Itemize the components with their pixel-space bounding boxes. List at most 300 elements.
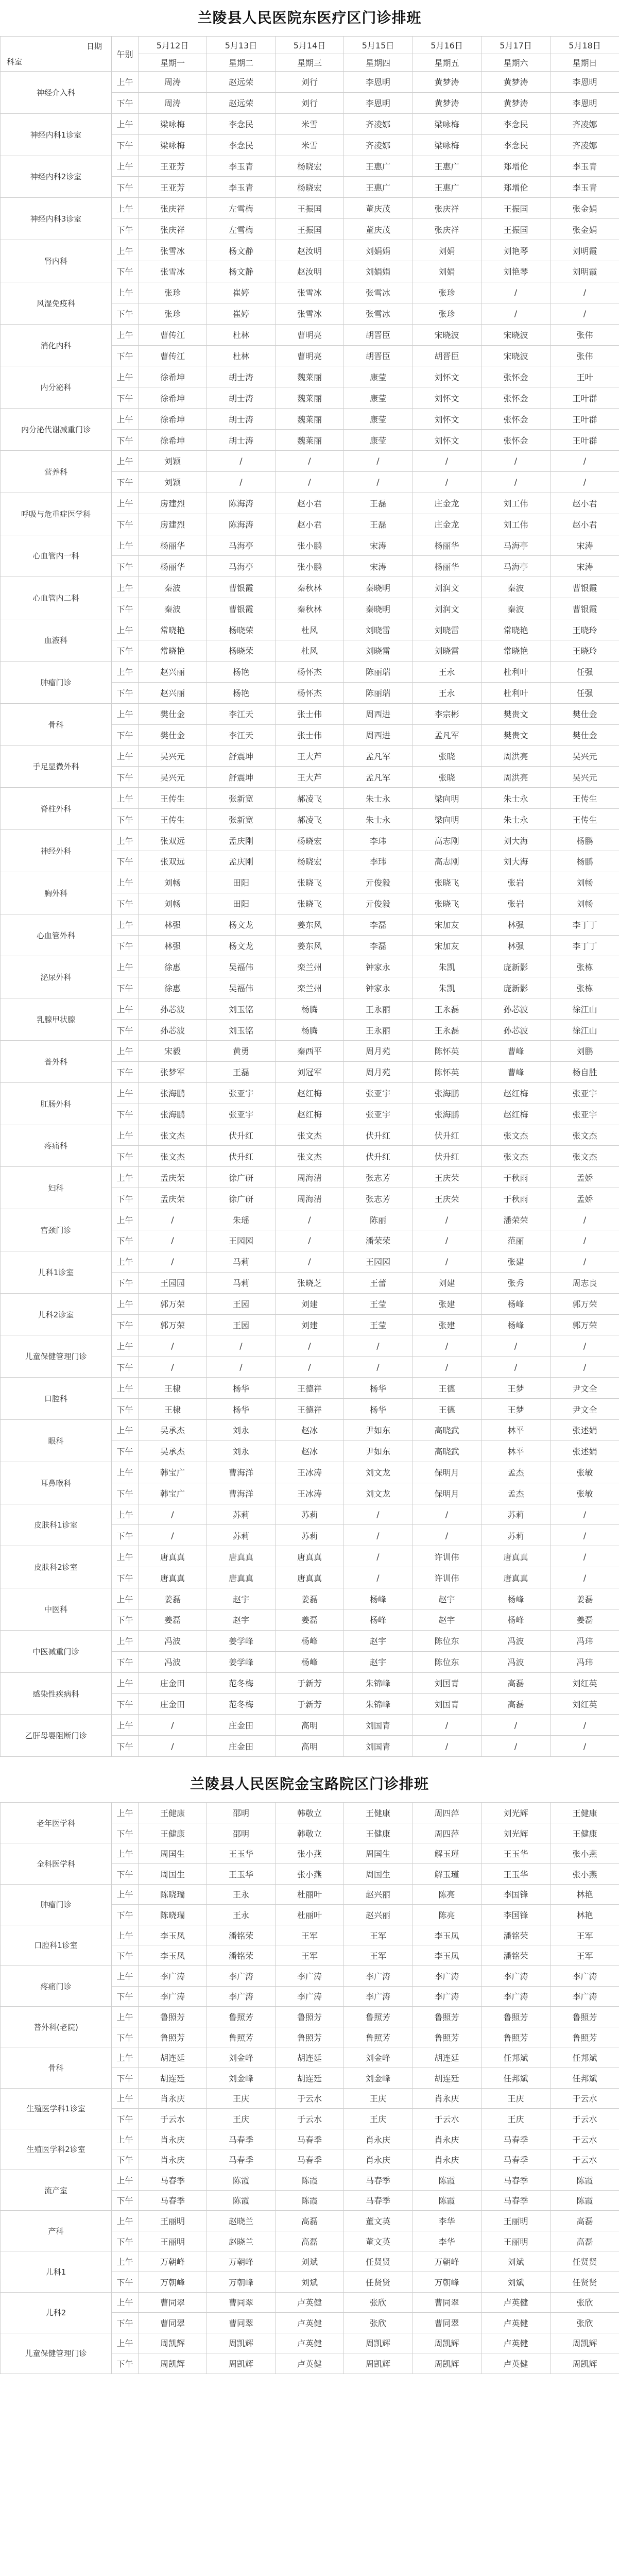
doctor-cell: 张雪冰 <box>344 282 412 303</box>
doctor-cell: 王军 <box>276 1925 344 1945</box>
doctor-cell: 鲁照芳 <box>412 2007 482 2027</box>
doctor-cell: 杨鹏 <box>551 830 619 851</box>
doctor-cell: 周涛 <box>139 92 207 113</box>
table-row <box>1 2333 619 2353</box>
doctor-cell: 钟家永 <box>344 977 412 998</box>
doctor-cell: 卢英健 <box>276 2292 344 2313</box>
doctor-cell: 唐真真 <box>276 1567 344 1588</box>
doctor-cell: 任邦斌 <box>482 2067 551 2088</box>
doctor-cell: 王德祥 <box>276 1399 344 1420</box>
table-row <box>1 282 619 303</box>
doctor-cell: 鲁照芳 <box>482 2007 551 2027</box>
period-cell: 下午 <box>112 92 139 113</box>
doctor-cell: 徐希坤 <box>139 409 207 430</box>
table-row <box>1 1040 619 1061</box>
doctor-cell: 胡连廷 <box>276 2047 344 2068</box>
doctor-cell: 冯玮 <box>551 1651 619 1672</box>
doctor-cell: 胡士涛 <box>207 366 276 387</box>
table-row <box>1 1504 619 1525</box>
doctor-cell: 王军 <box>344 1925 412 1945</box>
doctor-cell: 赵兴丽 <box>139 682 207 703</box>
doctor-cell: 姜磊 <box>139 1609 207 1631</box>
doctor-cell: 刘金峰 <box>344 2067 412 2088</box>
doctor-cell: 任贤贤 <box>344 2272 412 2292</box>
period-cell: 下午 <box>112 809 139 830</box>
doctor-cell: 唐真真 <box>482 1567 551 1588</box>
doctor-cell: 张双远 <box>139 851 207 872</box>
department-name: 神经内科2诊室 <box>1 156 112 198</box>
doctor-cell: 刘国青 <box>344 1736 412 1757</box>
table-row <box>1 1378 619 1399</box>
table-row <box>1 1462 619 1483</box>
doctor-cell: 周凯辉 <box>139 2353 207 2374</box>
doctor-cell: 曹同翠 <box>207 2292 276 2313</box>
doctor-cell: 张新宽 <box>207 788 276 809</box>
doctor-cell: 王园园 <box>139 1272 207 1293</box>
table-row <box>1 2170 619 2190</box>
doctor-cell: 黄梦涛 <box>482 92 551 113</box>
doctor-cell: 朱瑶 <box>207 1209 276 1230</box>
doctor-cell: 王庆荣 <box>412 1188 482 1209</box>
doctor-cell: 张怀金 <box>482 430 551 451</box>
doctor-cell: / <box>551 1209 619 1230</box>
doctor-cell: 胡晋臣 <box>344 345 412 366</box>
period-cell: 下午 <box>112 1525 139 1546</box>
doctor-cell: 胡晋臣 <box>412 345 482 366</box>
doctor-cell: 孟杰 <box>482 1483 551 1504</box>
doctor-cell: 张文杰 <box>276 1125 344 1146</box>
doctor-cell: 王丽明 <box>139 2211 207 2231</box>
doctor-cell: 刘国青 <box>412 1693 482 1715</box>
doctor-cell: 王园 <box>207 1314 276 1335</box>
doctor-cell: 张亚宇 <box>207 1104 276 1125</box>
doctor-cell: 林平 <box>482 1420 551 1441</box>
doctor-cell: 刘鹏 <box>551 1040 619 1061</box>
doctor-cell: 张海鹏 <box>412 1104 482 1125</box>
doctor-cell: / <box>482 1736 551 1757</box>
department-name: 儿科1 <box>1 2251 112 2292</box>
doctor-cell: 杨文龙 <box>207 935 276 956</box>
doctor-cell: 曹银霞 <box>551 598 619 619</box>
doctor-cell: 姜东风 <box>276 914 344 935</box>
doctor-cell: 王健康 <box>344 1803 412 1823</box>
period-cell: 下午 <box>112 682 139 703</box>
doctor-cell: 董文英 <box>344 2231 412 2251</box>
doctor-cell: 杨峰 <box>344 1609 412 1631</box>
doctor-cell: / <box>412 1736 482 1757</box>
doctor-cell: 马春季 <box>139 2190 207 2211</box>
doctor-cell: 郑增伦 <box>482 177 551 198</box>
department-name: 儿科2 <box>1 2292 112 2333</box>
period-cell: 下午 <box>112 1823 139 1843</box>
doctor-cell: 魏莱丽 <box>276 366 344 387</box>
table-row <box>1 113 619 134</box>
doctor-cell: 范冬梅 <box>207 1693 276 1715</box>
doctor-cell: 刘艳琴 <box>482 261 551 282</box>
doctor-cell: 张欣 <box>344 2292 412 2313</box>
doctor-cell: 林平 <box>482 1440 551 1462</box>
doctor-cell: / <box>139 1736 207 1757</box>
doctor-cell: / <box>139 1209 207 1230</box>
doctor-cell: 刘行 <box>276 72 344 93</box>
period-cell: 上午 <box>112 451 139 472</box>
doctor-cell: 刘金峰 <box>207 2067 276 2088</box>
weekday-header: 星期六 <box>482 54 551 72</box>
doctor-cell: 庞新影 <box>482 977 551 998</box>
table-row <box>1 1251 619 1272</box>
table-row <box>1 2047 619 2068</box>
doctor-cell: 刘艳琴 <box>482 240 551 261</box>
doctor-cell: 吴承杰 <box>139 1420 207 1441</box>
doctor-cell: 鲁照芳 <box>207 2027 276 2047</box>
doctor-cell: 万朝峰 <box>412 2272 482 2292</box>
doctor-cell: 王振国 <box>276 219 344 240</box>
period-cell: 下午 <box>112 219 139 240</box>
doctor-cell: 刘建 <box>276 1293 344 1314</box>
doctor-cell: 杜丽叶 <box>276 1884 344 1905</box>
doctor-cell: 张文杰 <box>551 1146 619 1167</box>
doctor-cell: 张小燕 <box>551 1864 619 1885</box>
doctor-cell: 万朝峰 <box>207 2272 276 2292</box>
period-cell: 上午 <box>112 2292 139 2313</box>
doctor-cell: 高晓武 <box>412 1420 482 1441</box>
doctor-cell: 王军 <box>276 1945 344 1966</box>
doctor-cell: 鲁照芳 <box>139 2027 207 2047</box>
doctor-cell: 刘怀文 <box>412 366 482 387</box>
table-row <box>1 1715 619 1736</box>
sub-schedule-title: 兰陵县人民医院金宝路院区门诊排班 <box>190 1775 429 1793</box>
doctor-cell: 马春季 <box>344 2190 412 2211</box>
period-cell: 上午 <box>112 1966 139 1987</box>
doctor-cell: / <box>412 1357 482 1378</box>
doctor-cell: 张怀金 <box>482 409 551 430</box>
doctor-cell: 张志芳 <box>344 1167 412 1188</box>
doctor-cell: 王振国 <box>482 219 551 240</box>
doctor-cell: 宋晓波 <box>482 345 551 366</box>
doctor-cell: 杨华 <box>344 1399 412 1420</box>
period-cell: 上午 <box>112 2251 139 2272</box>
doctor-cell: 刘润文 <box>412 577 482 598</box>
doctor-cell: 宋晓波 <box>482 324 551 345</box>
doctor-cell: 王健康 <box>139 1803 207 1823</box>
department-name: 普外科 <box>1 1040 112 1082</box>
doctor-cell: 于秋雨 <box>482 1188 551 1209</box>
doctor-cell: 李念民 <box>482 134 551 156</box>
doctor-cell: 李玉凤 <box>139 1925 207 1945</box>
doctor-cell: 邵明 <box>207 1803 276 1823</box>
doctor-cell: / <box>276 471 344 493</box>
period-cell: 上午 <box>112 2333 139 2353</box>
period-cell: 上午 <box>112 366 139 387</box>
doctor-cell: 杨文静 <box>207 261 276 282</box>
doctor-cell: 曹同翠 <box>412 2313 482 2333</box>
doctor-cell: 胡连廷 <box>276 2067 344 2088</box>
doctor-cell: 刘建 <box>276 1314 344 1335</box>
doctor-cell: / <box>139 1357 207 1378</box>
doctor-cell: 曹峰 <box>482 1061 551 1082</box>
period-cell: 上午 <box>112 577 139 598</box>
doctor-cell: 张亚宇 <box>344 1104 412 1125</box>
doctor-cell: / <box>551 1251 619 1272</box>
department-name: 儿童保健管理门诊 <box>1 2333 112 2374</box>
table-row <box>1 451 619 472</box>
doctor-cell: 杨峰 <box>276 1651 344 1672</box>
department-name: 疼痛门诊 <box>1 1966 112 2007</box>
period-cell: 下午 <box>112 345 139 366</box>
doctor-cell: 苏莉 <box>207 1525 276 1546</box>
main-schedule-table <box>0 36 619 1757</box>
period-cell: 下午 <box>112 1651 139 1672</box>
period-cell: 上午 <box>112 1925 139 1945</box>
doctor-cell: 杜风 <box>276 619 344 640</box>
period-cell: 下午 <box>112 2190 139 2211</box>
doctor-cell: / <box>482 282 551 303</box>
doctor-cell: 于云水 <box>551 2109 619 2129</box>
period-cell: 下午 <box>112 893 139 914</box>
doctor-cell: 苏莉 <box>482 1504 551 1525</box>
doctor-cell: 陈丽瑞 <box>344 682 412 703</box>
doctor-cell: 马海亭 <box>482 556 551 577</box>
period-cell: 上午 <box>112 1293 139 1314</box>
doctor-cell: 赵红梅 <box>276 1082 344 1104</box>
doctor-cell: 高明 <box>276 1715 344 1736</box>
doctor-cell: 郝凌飞 <box>276 788 344 809</box>
doctor-cell: 陈亮 <box>412 1905 482 1925</box>
doctor-cell: 刘润文 <box>412 598 482 619</box>
doctor-cell: 王梦 <box>482 1378 551 1399</box>
period-cell: 下午 <box>112 935 139 956</box>
doctor-cell: 冯波 <box>482 1630 551 1651</box>
doctor-cell: 苏莉 <box>482 1525 551 1546</box>
doctor-cell: 陈霞 <box>276 2190 344 2211</box>
table-row <box>1 72 619 93</box>
doctor-cell: 曹传江 <box>139 345 207 366</box>
doctor-cell: 徐希坤 <box>139 430 207 451</box>
doctor-cell: 樊仕金 <box>551 703 619 724</box>
doctor-cell: 王德 <box>412 1378 482 1399</box>
doctor-cell: 徐江山 <box>551 1020 619 1041</box>
doctor-cell: 王丽明 <box>482 2231 551 2251</box>
doctor-cell: 王大芦 <box>276 767 344 788</box>
doctor-cell: 赵冰 <box>276 1440 344 1462</box>
doctor-cell: 庄金龙 <box>412 493 482 514</box>
doctor-cell: 于云水 <box>412 2109 482 2129</box>
doctor-cell: / <box>139 1715 207 1736</box>
doctor-cell: / <box>412 1251 482 1272</box>
doctor-cell: 王传生 <box>551 788 619 809</box>
doctor-cell: 陈霞 <box>412 2190 482 2211</box>
doctor-cell: / <box>412 1715 482 1736</box>
table-row <box>1 2007 619 2027</box>
department-name: 呼吸与危重症医学科 <box>1 493 112 535</box>
doctor-cell: 刘玉铭 <box>207 1020 276 1041</box>
doctor-cell: / <box>551 1567 619 1588</box>
doctor-cell: 王棣 <box>139 1399 207 1420</box>
doctor-cell: 鲁照芳 <box>551 2007 619 2027</box>
doctor-cell: 鲁照芳 <box>551 2027 619 2047</box>
doctor-cell: / <box>344 1567 412 1588</box>
doctor-cell: 林强 <box>139 935 207 956</box>
doctor-cell: 杨华 <box>207 1399 276 1420</box>
doctor-cell: 孟庆刚 <box>207 830 276 851</box>
doctor-cell: 朱凯 <box>412 956 482 977</box>
doctor-cell: 尹如东 <box>344 1440 412 1462</box>
period-cell: 下午 <box>112 303 139 324</box>
doctor-cell: 李恩明 <box>551 92 619 113</box>
doctor-cell: 王永磊 <box>412 998 482 1020</box>
doctor-cell: 胡连廷 <box>412 2067 482 2088</box>
department-name: 神经外科 <box>1 830 112 872</box>
doctor-cell: 高磊 <box>276 2231 344 2251</box>
doctor-cell: 梁咏梅 <box>412 113 482 134</box>
doctor-cell: / <box>276 1357 344 1378</box>
doctor-cell: 杨峰 <box>482 1314 551 1335</box>
period-cell: 下午 <box>112 1146 139 1167</box>
doctor-cell: 张庆祥 <box>412 198 482 219</box>
doctor-cell: 任强 <box>551 682 619 703</box>
period-cell: 下午 <box>112 2109 139 2129</box>
doctor-cell: 李国锋 <box>482 1884 551 1905</box>
doctor-cell: 米雪 <box>276 113 344 134</box>
doctor-cell: 杨艳 <box>207 661 276 682</box>
doctor-cell: 庄金田 <box>139 1693 207 1715</box>
doctor-cell: 李广涛 <box>551 1966 619 1987</box>
doctor-cell: 李广涛 <box>207 1986 276 2007</box>
doctor-cell: 孟庆荣 <box>139 1188 207 1209</box>
doctor-cell: 伏升红 <box>207 1146 276 1167</box>
doctor-cell: 于新芳 <box>276 1693 344 1715</box>
doctor-cell: 刘畅 <box>139 872 207 893</box>
doctor-cell: 韩宝广 <box>139 1483 207 1504</box>
doctor-cell: / <box>276 1209 344 1230</box>
doctor-cell: 张亚宇 <box>551 1104 619 1125</box>
doctor-cell: 刘晓雷 <box>412 619 482 640</box>
doctor-cell: 王传生 <box>139 788 207 809</box>
period-cell: 上午 <box>112 240 139 261</box>
department-name: 内分泌科 <box>1 366 112 409</box>
doctor-cell: 刘娟 <box>412 261 482 282</box>
doctor-cell: 赵冰 <box>276 1420 344 1441</box>
department-name: 血液科 <box>1 619 112 662</box>
department-name: 手足显微外科 <box>1 745 112 788</box>
doctor-cell: 唐真真 <box>207 1546 276 1567</box>
period-cell: 下午 <box>112 556 139 577</box>
doctor-cell: 刘娟娟 <box>344 261 412 282</box>
doctor-cell: 张小鹏 <box>276 556 344 577</box>
doctor-cell: 马海亭 <box>207 535 276 556</box>
doctor-cell: 徐惠 <box>139 956 207 977</box>
department-name: 疼痛科 <box>1 1125 112 1167</box>
doctor-cell: 李国锋 <box>482 1905 551 1925</box>
doctor-cell: 亓俊毅 <box>344 893 412 914</box>
doctor-cell: 范冬梅 <box>207 1672 276 1693</box>
doctor-cell: 李广涛 <box>344 1986 412 2007</box>
period-cell: 下午 <box>112 430 139 451</box>
doctor-cell: 庄金田 <box>139 1672 207 1693</box>
doctor-cell: 孙芯波 <box>482 1020 551 1041</box>
department-name: 心血管内一科 <box>1 535 112 577</box>
doctor-cell: / <box>412 471 482 493</box>
doctor-cell: 冯波 <box>482 1651 551 1672</box>
doctor-cell: 杨丽华 <box>139 556 207 577</box>
doctor-cell: 马春季 <box>482 2129 551 2149</box>
period-cell: 上午 <box>112 409 139 430</box>
doctor-cell: 杜利叶 <box>482 661 551 682</box>
department-name: 心血管外科 <box>1 914 112 956</box>
doctor-cell: 张文杰 <box>551 1125 619 1146</box>
doctor-cell: 常晓艳 <box>482 619 551 640</box>
doctor-cell: 张建 <box>482 1251 551 1272</box>
doctor-cell: 刘畅 <box>551 893 619 914</box>
doctor-cell: 周四萍 <box>412 1823 482 1843</box>
doctor-cell: 张海鹏 <box>139 1082 207 1104</box>
department-name: 口腔科1诊室 <box>1 1925 112 1965</box>
doctor-cell: 李江天 <box>207 703 276 724</box>
table-row <box>1 2129 619 2149</box>
doctor-cell: 韩敬立 <box>276 1803 344 1823</box>
department-name: 生殖医学科2诊室 <box>1 2129 112 2170</box>
table-row <box>1 324 619 345</box>
doctor-cell: 杨峰 <box>482 1588 551 1609</box>
table-row <box>1 198 619 219</box>
doctor-cell: 杨艳 <box>207 682 276 703</box>
doctor-cell: 王磊 <box>344 514 412 535</box>
period-cell: 上午 <box>112 72 139 93</box>
doctor-cell: 王玉华 <box>482 1843 551 1864</box>
doctor-cell: 马海亭 <box>207 556 276 577</box>
doctor-cell: 张建 <box>412 1293 482 1314</box>
doctor-cell: 胡连廷 <box>412 2047 482 2068</box>
doctor-cell: / <box>551 1736 619 1757</box>
doctor-cell: 任邦斌 <box>551 2067 619 2088</box>
doctor-cell: 张岩 <box>482 872 551 893</box>
table-row <box>1 830 619 851</box>
period-cell: 下午 <box>112 1230 139 1251</box>
doctor-cell: 杨腾 <box>276 998 344 1020</box>
doctor-cell: / <box>276 1335 344 1357</box>
period-cell: 上午 <box>112 1884 139 1905</box>
doctor-cell: / <box>482 451 551 472</box>
doctor-cell: 赵宇 <box>344 1651 412 1672</box>
department-name: 中医科 <box>1 1588 112 1631</box>
doctor-cell: 张士伟 <box>276 703 344 724</box>
doctor-cell: 田阳 <box>207 872 276 893</box>
table-row <box>1 535 619 556</box>
period-cell: 上午 <box>112 2129 139 2149</box>
doctor-cell: 王玉华 <box>482 1864 551 1885</box>
doctor-cell: 李宗彬 <box>412 703 482 724</box>
doctor-cell: 尹如东 <box>344 1420 412 1441</box>
doctor-cell: 孟杰 <box>482 1462 551 1483</box>
period-cell: 上午 <box>112 2007 139 2027</box>
doctor-cell: 任邦斌 <box>482 2047 551 2068</box>
doctor-cell: 田阳 <box>207 893 276 914</box>
period-cell: 下午 <box>112 177 139 198</box>
doctor-cell: 马春季 <box>139 2170 207 2190</box>
doctor-cell: 张新宽 <box>207 809 276 830</box>
doctor-cell: 卢英健 <box>482 2313 551 2333</box>
doctor-cell: 吴福伟 <box>207 977 276 998</box>
period-cell: 上午 <box>112 2211 139 2231</box>
doctor-cell: 王丽明 <box>139 2231 207 2251</box>
doctor-cell: 赵汝明 <box>276 261 344 282</box>
doctor-cell: 张文杰 <box>276 1146 344 1167</box>
period-cell: 下午 <box>112 724 139 745</box>
doctor-cell: 马莉 <box>207 1251 276 1272</box>
doctor-cell: 杨怀杰 <box>276 661 344 682</box>
doctor-cell: 马春季 <box>207 2149 276 2170</box>
doctor-cell: 房建烈 <box>139 493 207 514</box>
